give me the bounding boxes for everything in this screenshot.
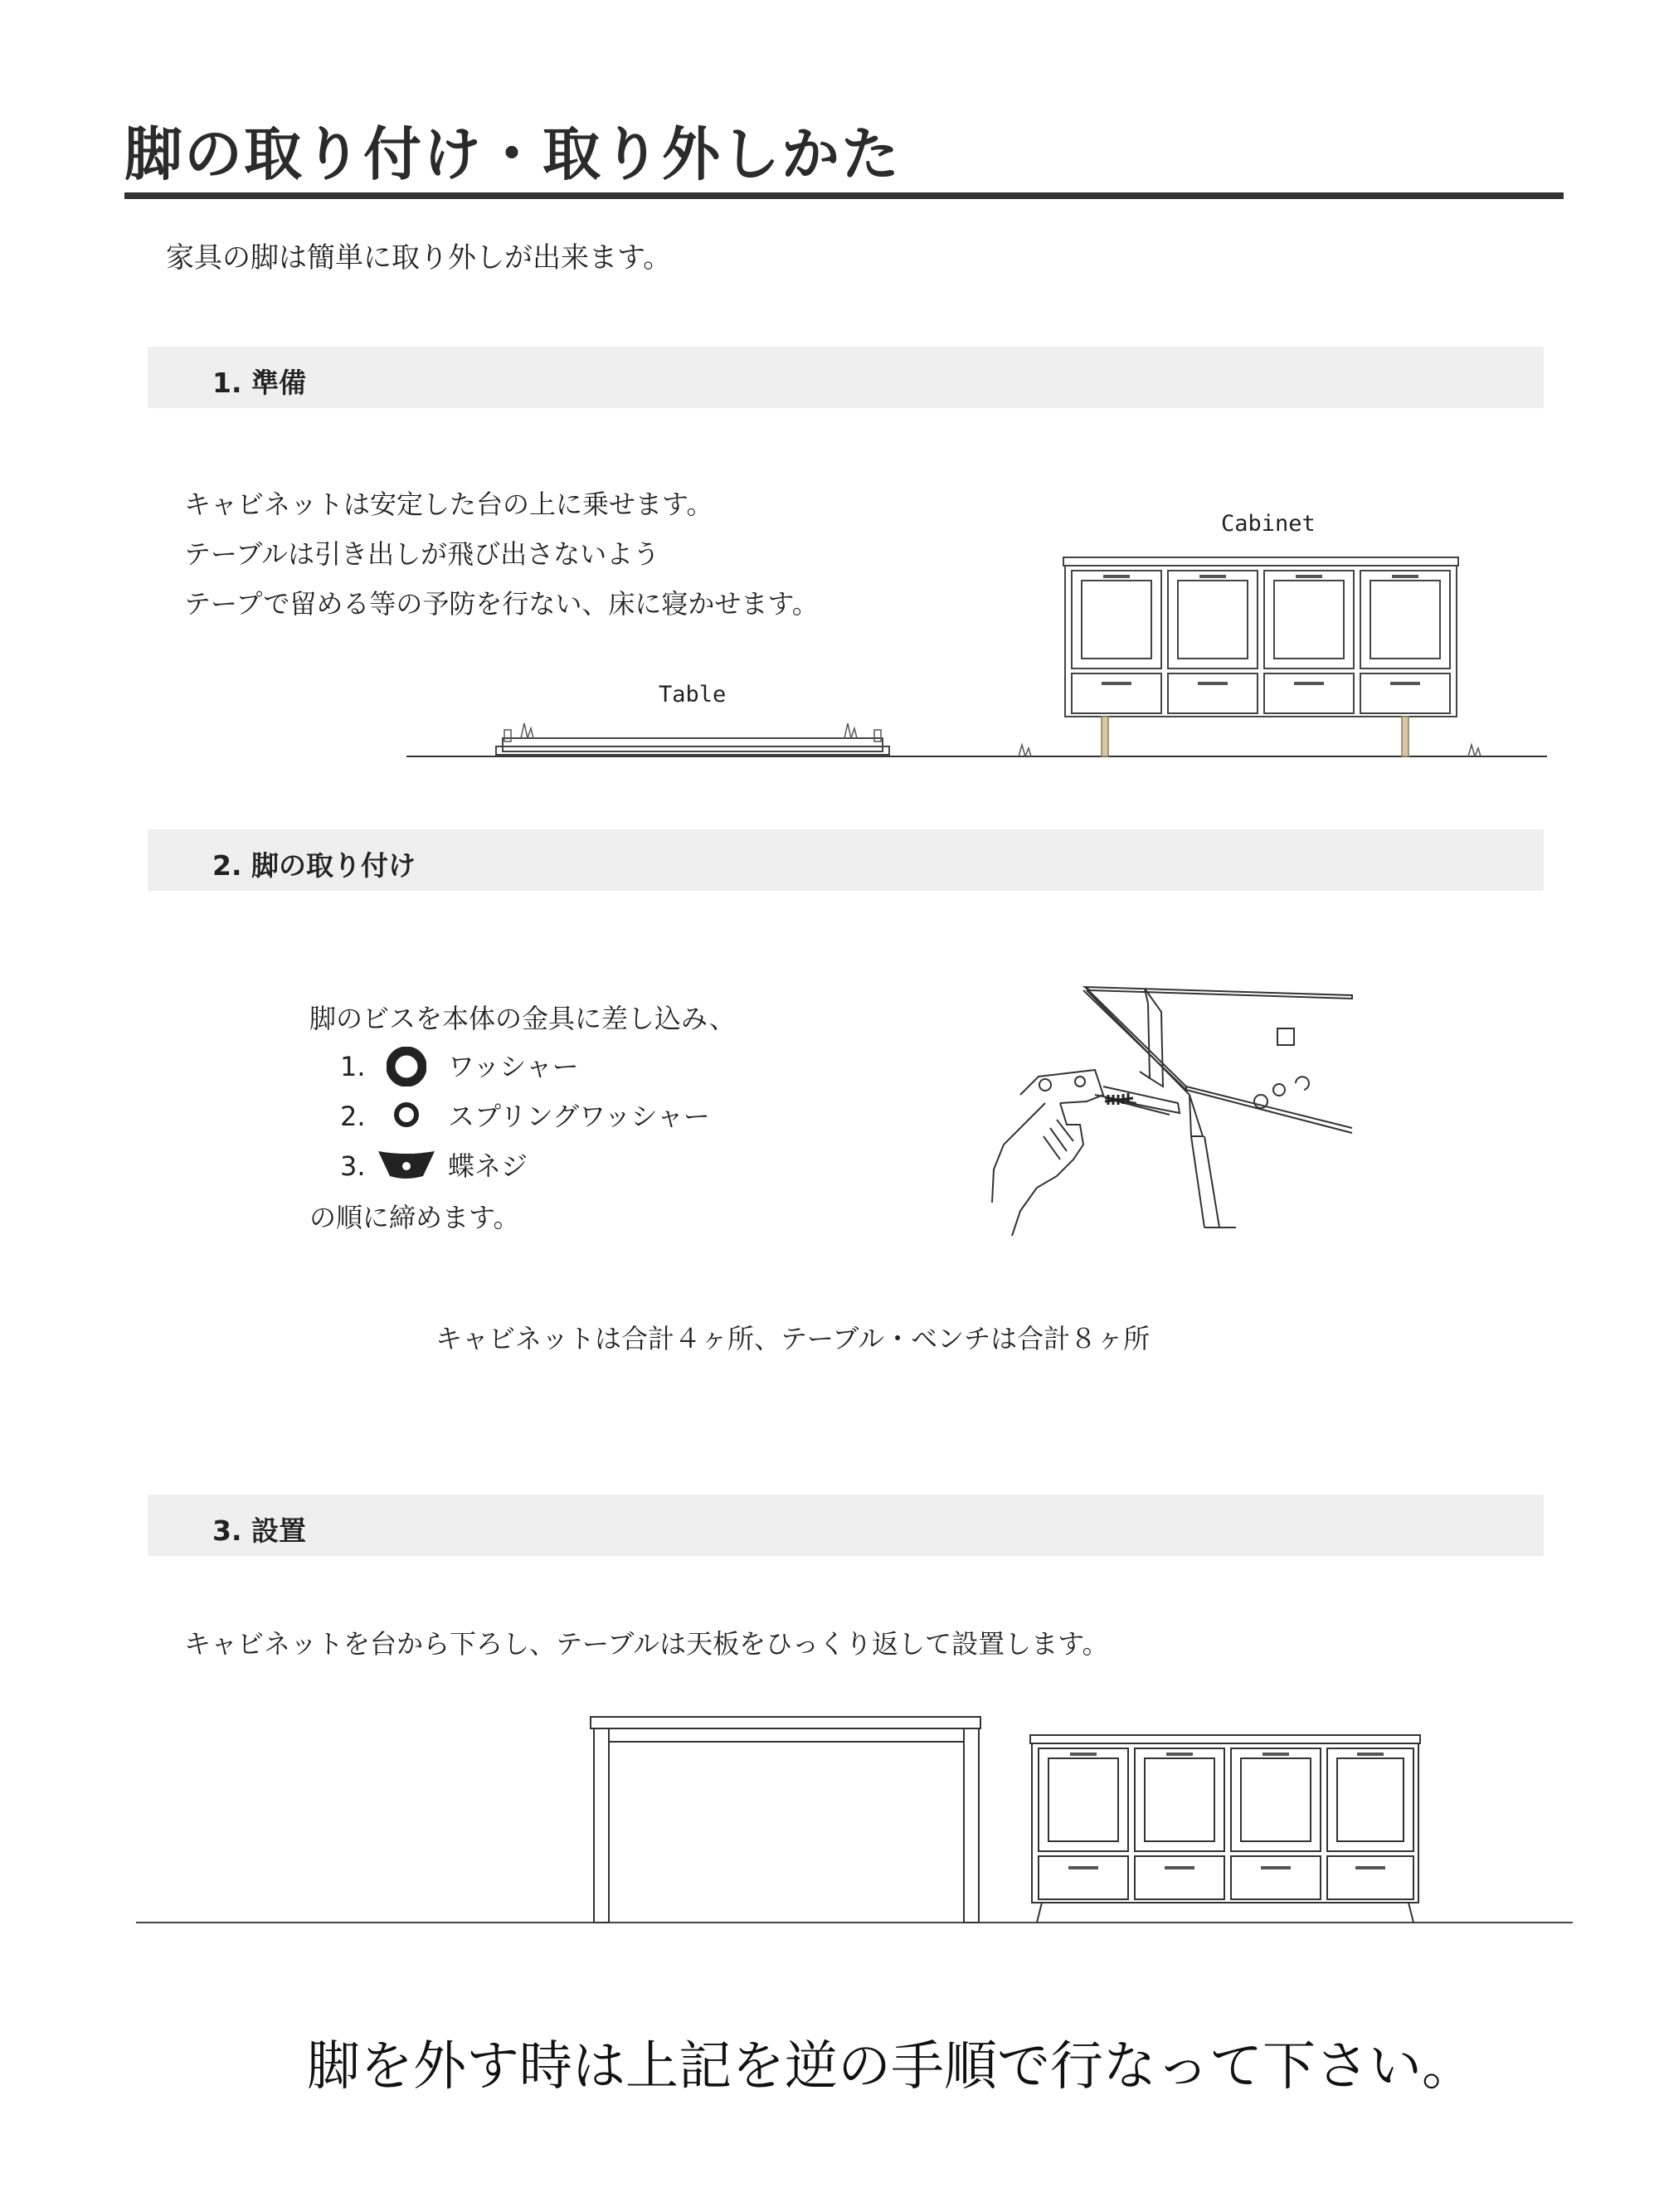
cabinet-label: Cabinet <box>1221 511 1316 537</box>
step-1-text: ワッシャー <box>448 1051 579 1082</box>
intro-text: 家具の脚は簡単に取り外しが出来ます。 <box>166 241 672 275</box>
step-3-text: 蝶ネジ <box>448 1150 528 1182</box>
section-3-heading: 3. 設置 <box>212 1514 306 1547</box>
page-title: 脚の取り付け・取り外しかた <box>124 120 901 188</box>
step-2-text: スプリングワッシャー <box>448 1101 710 1132</box>
leg-attachment-illustration <box>987 979 1369 1261</box>
section-3-header <box>148 1495 1544 1556</box>
section-1-line-3: テープで留める等の予防を行ない、床に寝かせます。 <box>184 588 819 620</box>
section-3-line: キャビネットを台から下ろし、テーブルは天板をひっくり返して設置します。 <box>184 1628 1109 1660</box>
section-1-header <box>148 347 1544 408</box>
step-3-number: 3. <box>340 1150 366 1182</box>
section-1-line-2: テーブルは引き出しが飛び出さないよう <box>184 538 660 570</box>
closing-note: 脚を外す時は上記を逆の手順で行なって下さい。 <box>307 2036 1475 2098</box>
step-2-number: 2. <box>340 1101 366 1132</box>
washer-icon <box>387 1047 426 1087</box>
section-2-tail: の順に締めます。 <box>309 1202 520 1233</box>
table-label: Table <box>659 682 727 707</box>
wing-nut-icon <box>377 1148 436 1181</box>
section-2-lead: 脚のビスを本体の金具に差し込み、 <box>309 1003 736 1034</box>
cabinet-on-stand-illustration <box>979 547 1551 763</box>
installed-furniture-illustration <box>133 1709 1576 1941</box>
section-2-header <box>148 829 1544 891</box>
title-divider <box>124 192 1564 199</box>
step-1-number: 1. <box>340 1051 366 1082</box>
section-2-heading: 2. 脚の取り付け <box>212 849 416 882</box>
spring-washer-icon <box>392 1100 421 1130</box>
table-upside-down-illustration <box>405 705 985 763</box>
section-2-note: キャビネットは合計４ヶ所、テーブル・ベンチは合計８ヶ所 <box>435 1323 1151 1354</box>
section-1-line-1: キャビネットは安定した台の上に乗せます。 <box>184 489 713 520</box>
section-1-heading: 1. 準備 <box>212 367 306 399</box>
